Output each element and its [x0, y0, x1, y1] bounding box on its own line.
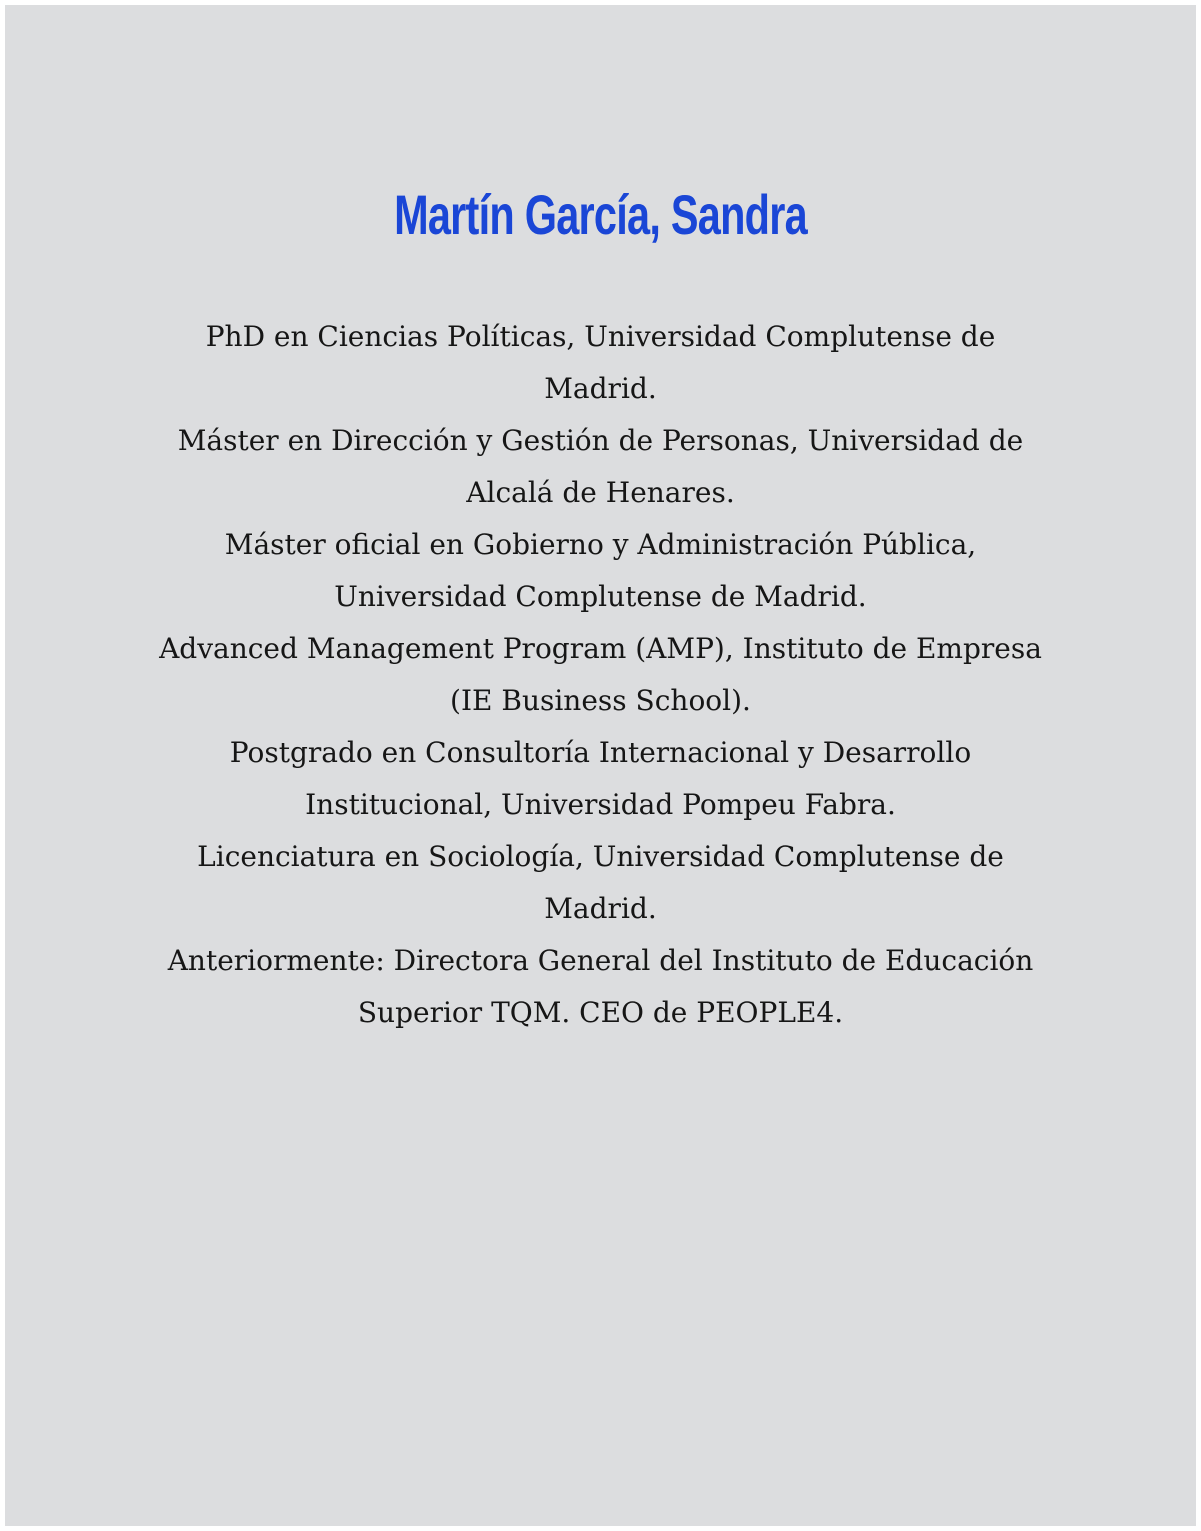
bio-line: Superior TQM. CEO de PEOPLE4.	[357, 996, 844, 1029]
bio-line: Madrid.	[544, 892, 657, 925]
bio-line: Máster en Dirección y Gestión de Personas, Universidad de	[177, 424, 1024, 457]
bio-line: Postgrado en Consultoría Internacional y Desarrollo	[229, 736, 972, 769]
bio-line: Licenciatura en Sociología, Universidad Complutense de	[197, 840, 1004, 873]
profile-card	[5, 5, 1196, 1526]
bio-line: (IE Business School).	[450, 684, 751, 717]
profile-bio	[100, 311, 1101, 1039]
bio-line: Institucional, Universidad Pompeu Fabra.	[305, 788, 896, 821]
bio-line: Anteriormente: Directora General del Instituto de Educación	[167, 944, 1034, 977]
profile-name: Martín García, Sandra	[394, 183, 807, 246]
bio-line: Máster oficial en Gobierno y Administración Pública,	[224, 528, 977, 561]
bio-line: Advanced Management Program (AMP), Instituto de Empresa	[159, 632, 1042, 665]
bio-line: Madrid.	[544, 372, 657, 405]
bio-line: Alcalá de Henares.	[466, 476, 735, 509]
bio-line: Universidad Complutense de Madrid.	[334, 580, 867, 613]
bio-line: PhD en Ciencias Políticas, Universidad Complutense de	[205, 320, 996, 353]
